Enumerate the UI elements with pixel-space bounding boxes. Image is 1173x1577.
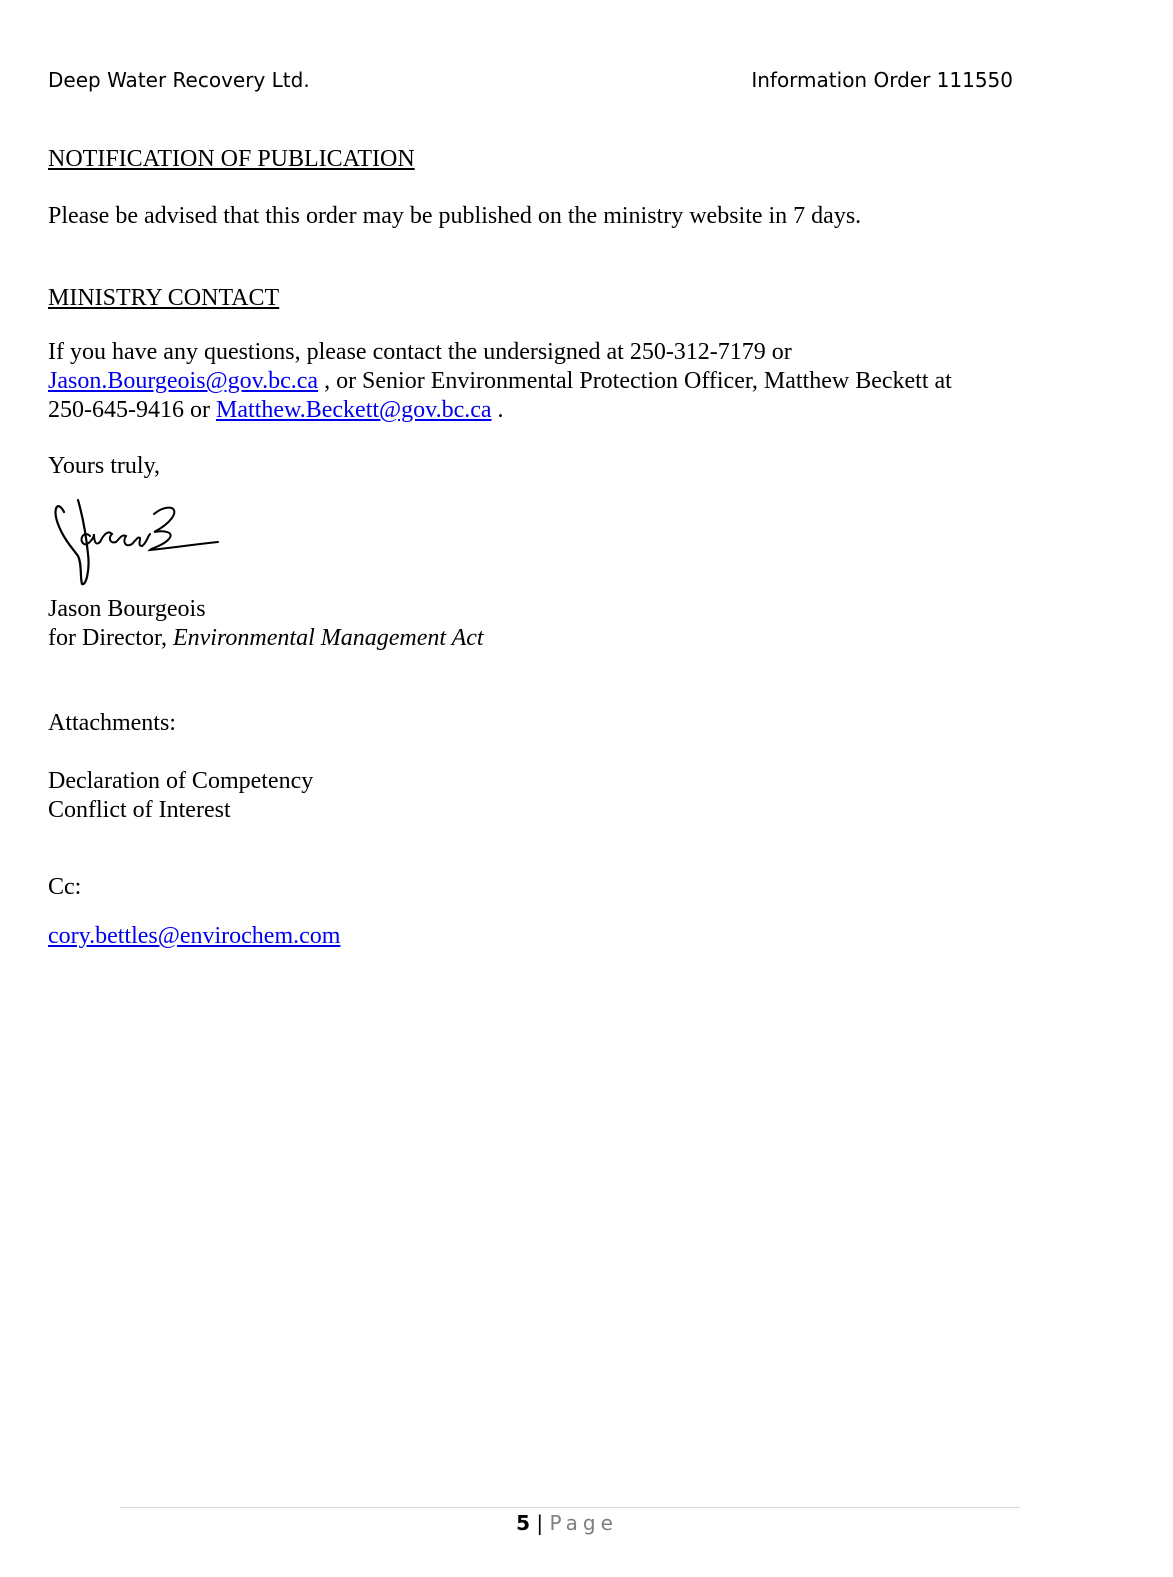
salutation: Yours truly, [48,453,161,479]
jason-email-link[interactable]: Jason.Bourgeois@gov.bc.ca [48,368,319,394]
attachment-item: Conflict of Interest [48,797,231,823]
attachments-label: Attachments: [48,710,176,736]
contact-line-2 [48,367,952,396]
page-word: Page [549,1511,618,1535]
footer-separator: | [530,1511,550,1535]
contact-line-3 [48,396,952,425]
header-company: Deep Water Recovery Ltd. [48,68,310,92]
page-footer [0,1511,1134,1535]
contact-line-3-end: . [491,397,504,423]
cc-email-link[interactable]: cory.bettles@envirochem.com [48,923,341,949]
footer-divider [120,1507,1020,1508]
signatory-block [48,595,484,653]
header-order-number: Information Order 111550 [751,68,1013,92]
ministry-contact-heading: MINISTRY CONTACT [48,285,280,311]
signature-image [50,494,222,586]
contact-paragraph [48,338,952,425]
attachments-list [48,767,313,825]
matthew-email-link[interactable]: Matthew.Beckett@gov.bc.ca [215,397,492,423]
act-name: Environmental Management Act [172,625,484,651]
contact-line-3-start: 250-645-9416 or [48,397,216,423]
signatory-title-prefix: for Director, [48,625,173,651]
notification-heading: NOTIFICATION OF PUBLICATION [48,146,415,172]
page-number: 5 [516,1511,531,1535]
signatory-name: Jason Bourgeois [48,596,206,622]
signatory-title [48,624,484,653]
contact-line-1: If you have any questions, please contact the undersigned at 250-312-7179 or [48,339,792,365]
notification-text: Please be advised that this order may be published on the ministry website in 7 days. [48,203,862,229]
cc-label: Cc: [48,874,82,900]
cc-recipient [48,922,340,951]
contact-line-2-text: , or Senior Environmental Protection Officer, Matthew Beckett at [318,368,952,394]
attachment-item: Declaration of Competency [48,768,314,794]
